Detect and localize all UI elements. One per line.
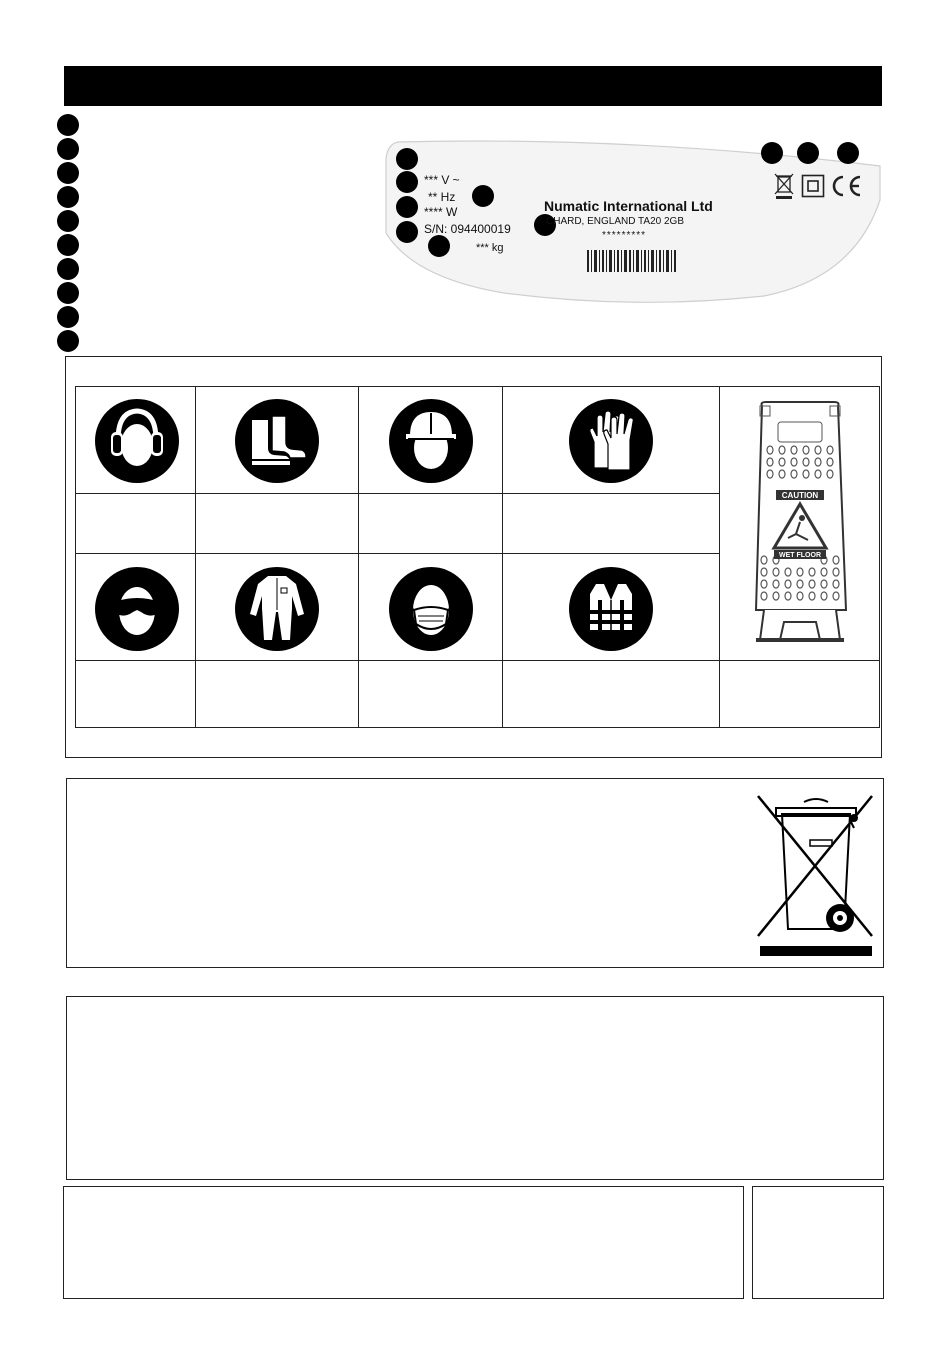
plate-address: CHARD, ENGLAND TA20 2GB xyxy=(546,216,685,227)
bullet-7 xyxy=(57,258,79,280)
plate-serial: S/N: 094400019 xyxy=(424,222,511,236)
plate-marker-6 xyxy=(472,185,494,207)
wet-floor-sign-icon xyxy=(750,400,850,650)
plate-marker-5 xyxy=(428,235,450,257)
ppe-grid-line xyxy=(195,386,196,728)
sign-caution-text: CAUTION xyxy=(781,491,819,500)
plate-marker-1 xyxy=(396,148,418,170)
plate-frequency: ** Hz xyxy=(428,190,456,204)
plate-weight: *** kg xyxy=(476,242,504,254)
bullet-8 xyxy=(57,282,79,304)
sign-wet-floor-text: WET FLOOR xyxy=(779,552,821,559)
ce-mark-icon xyxy=(829,174,863,198)
bullet-6 xyxy=(57,234,79,256)
plate-company: Numatic International Ltd xyxy=(544,198,713,214)
ppe-grid-line xyxy=(719,386,720,728)
double-insulation-icon xyxy=(801,174,825,198)
safety-boots-icon xyxy=(234,398,320,484)
bullet-10 xyxy=(57,330,79,352)
bullet-4 xyxy=(57,186,79,208)
eye-protection-icon xyxy=(94,566,180,652)
weee-small-icon xyxy=(773,172,795,200)
plate-marker-9 xyxy=(797,142,819,164)
barcode xyxy=(587,250,677,272)
dust-mask-icon xyxy=(388,566,474,652)
ppe-grid-line xyxy=(75,553,719,554)
ppe-grid-line xyxy=(502,386,503,728)
plate-marker-10 xyxy=(837,142,859,164)
hi-vis-vest-icon xyxy=(568,566,654,652)
bullet-9 xyxy=(57,306,79,328)
footer-left-box xyxy=(63,1186,744,1299)
hard-hat-icon xyxy=(388,398,474,484)
bullet-1 xyxy=(57,114,79,136)
weee-crossed-bin-icon xyxy=(754,794,876,958)
plate-code: ********* xyxy=(602,230,647,241)
plate-marker-2 xyxy=(396,171,418,193)
plate-marker-3 xyxy=(396,196,418,218)
footer-right-box xyxy=(752,1186,884,1299)
ear-protection-icon xyxy=(94,398,180,484)
info-section xyxy=(66,996,884,1180)
bullet-3 xyxy=(57,162,79,184)
gloves-icon xyxy=(568,398,654,484)
ppe-grid-line xyxy=(75,660,880,661)
plate-marker-4 xyxy=(396,221,418,243)
ppe-grid-line xyxy=(75,493,719,494)
bullet-5 xyxy=(57,210,79,232)
plate-voltage: *** V ~ xyxy=(424,173,460,187)
plate-power: **** W xyxy=(424,205,458,219)
ppe-grid-line xyxy=(358,386,359,728)
bullet-2 xyxy=(57,138,79,160)
plate-marker-8 xyxy=(761,142,783,164)
header-bar xyxy=(64,66,882,106)
overalls-icon xyxy=(234,566,320,652)
rating-plate xyxy=(384,138,884,308)
